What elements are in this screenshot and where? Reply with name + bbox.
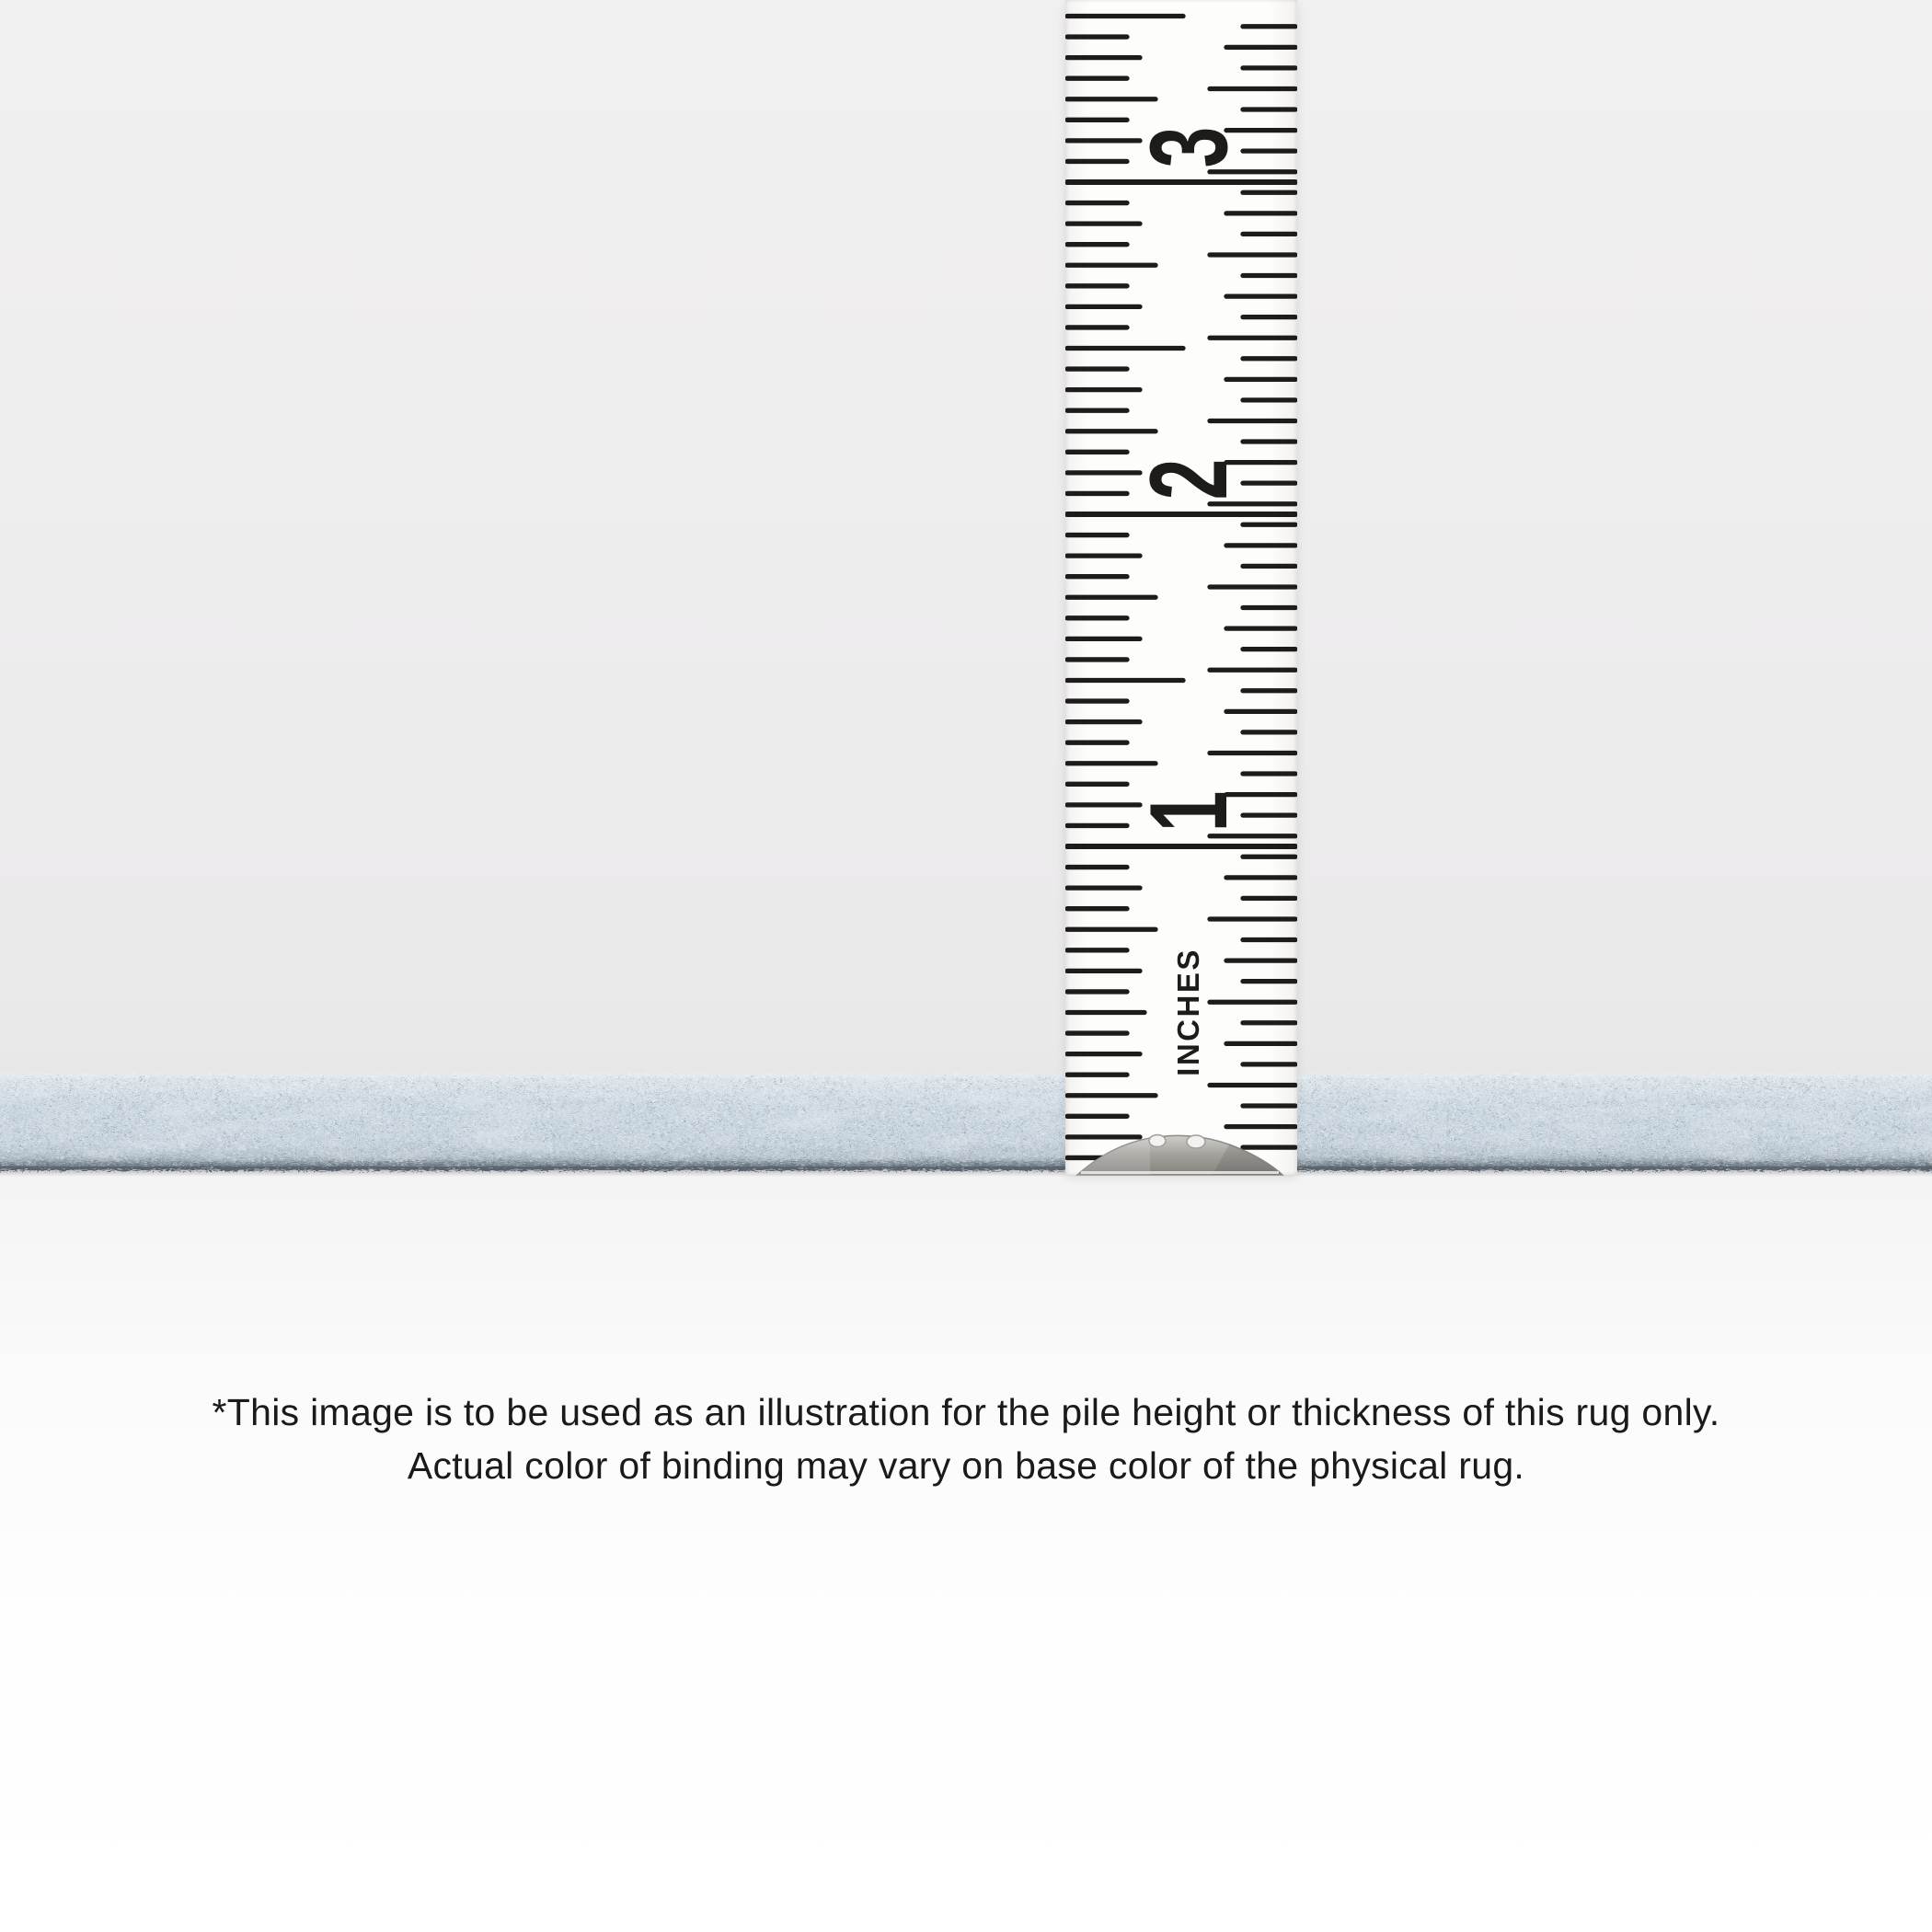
tape-end-clip: [1065, 1126, 1297, 1176]
caption-line-1: *This image is to be used as an illustration for the pile height or thickness of this rug only.: [212, 1391, 1720, 1433]
tape-measure: [1065, 0, 1297, 1175]
rug-edge-cross-section: [0, 1059, 1932, 1183]
caption-line-2: Actual color of binding may vary on base color of the physical rug.: [407, 1444, 1525, 1487]
disclaimer-caption: [0, 1386, 1932, 1492]
inch-label-1: 1: [1127, 790, 1250, 833]
inch-label-2: 2: [1127, 458, 1250, 500]
inches-unit-label: INCHES: [1171, 948, 1205, 1076]
inch-label-3: 3: [1127, 126, 1250, 168]
